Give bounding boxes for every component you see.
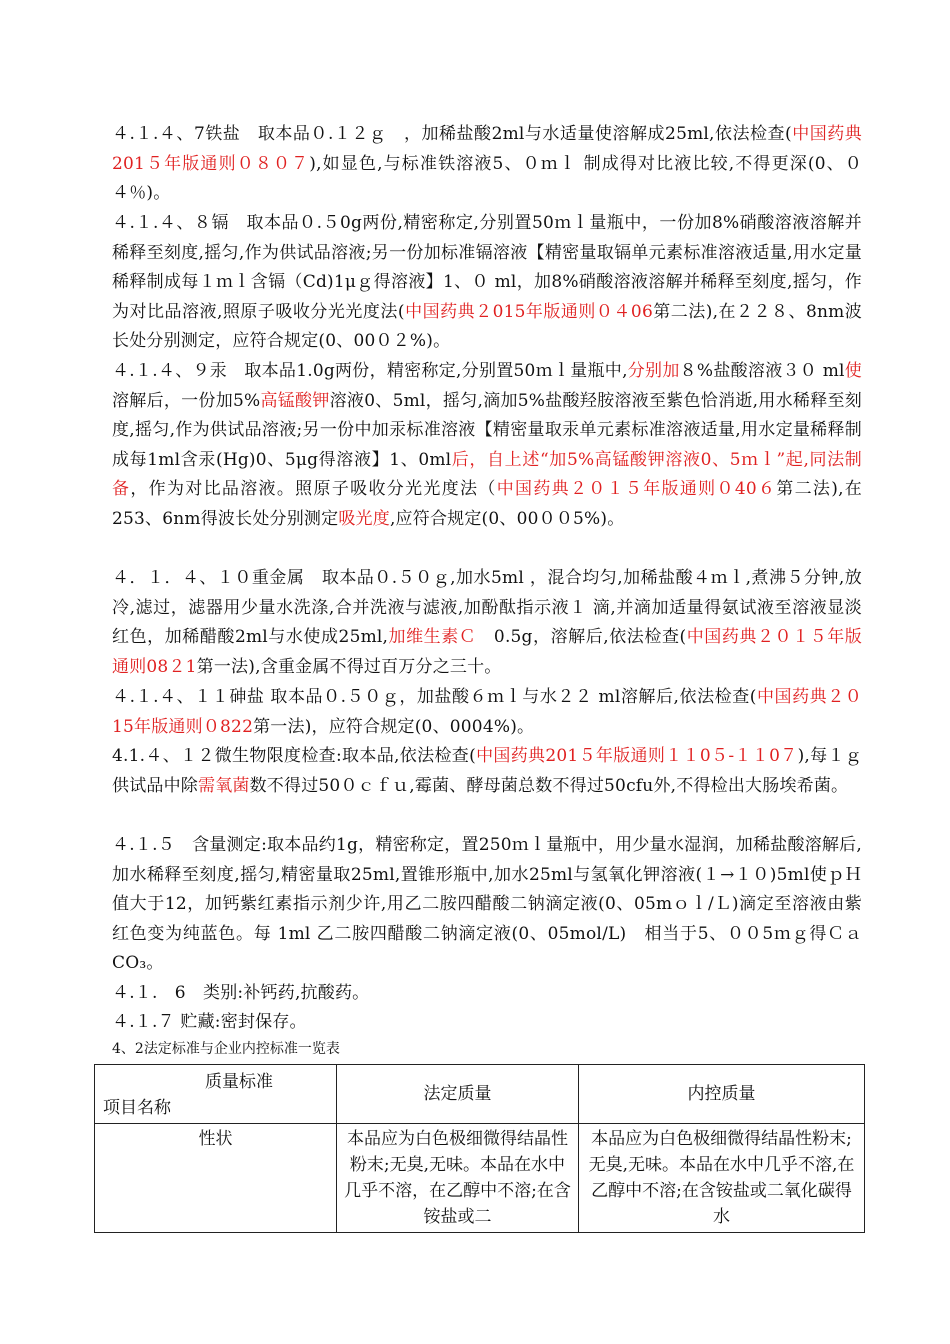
paragraph-storage xyxy=(112,1008,862,1038)
red-reference: 中国药典２０１５年版通则０40６ xyxy=(496,479,777,500)
text: 0.5g，溶解后,依法检查( xyxy=(476,627,687,648)
paragraph-iron-salt xyxy=(112,120,862,209)
red-text: 使 xyxy=(844,361,862,381)
text: ４．１．４、１０重金属 取本品０.５０ｇ,加水5ml ，混合均匀,加稀盐酸４ｍｌ,煮沸５分钟,放冷,滤过，滤器用少量水洗涤,合并洗液与滤液,加酚酞指示液１ 滴,并滴加适量得氨试液至溶液显淡红色，加稀醋酸2ml与水使成25ml, xyxy=(112,568,862,648)
row-legal-quality xyxy=(337,1124,579,1233)
header-quality-standard: 质量标准 xyxy=(205,1072,273,1092)
red-reference: 中国药典２０１５年版通则08２1 xyxy=(112,627,863,677)
red-text: 分别加 xyxy=(627,361,680,381)
text: ４.１.４、１１砷盐 取本品０.５０ｇ，加盐酸６ｍｌ与水２２ ml溶解后,依法检查( xyxy=(112,687,757,707)
text: ，作为对比品溶液。照原子吸收分光光度法（ xyxy=(130,479,497,500)
text: 第二法),在２２８、8nm波长处分别测定，应符合规定(0、00０２%)。 xyxy=(112,301,863,352)
red-reference: 中国药典２015年版通则０４06 xyxy=(404,301,653,322)
table-row xyxy=(95,1124,865,1233)
red-text: 后，自上述“加5%高锰酸钾溶液0、5ｍｌ”起,同法制备 xyxy=(112,449,862,500)
cell-text: 本品应为白色极细微得结晶性粉末;无臭,无味。本品在水中几乎不溶,在乙醇中不溶;在含铵盐或二氧化碳得水 xyxy=(588,1129,855,1227)
text: 4.1.４、１２微生物限度检查:取本品,依法检查( xyxy=(112,746,476,766)
red-text: 加维生素Ｃ xyxy=(388,627,477,648)
paragraph-microbial-limit xyxy=(112,742,862,801)
text: ４.１.４、９汞 取本品1.0g两份，精密称定,分别置50ｍｌ量瓶中, xyxy=(112,361,628,381)
red-text: 高锰酸钾 xyxy=(260,390,330,411)
text: ),如显色,与标准铁溶液5、０ｍｌ 制成得对比液比较,不得更深(0、０４％)。 xyxy=(112,153,862,204)
text: ４.１.４、８镉 取本品０.５0g两份,精密称定,分别置50ｍｌ量瓶中，一份加8%硝酸溶液溶解并稀释至刻度,摇匀,作为供试品溶液;另一份加标准镉溶液【精密量取镉单元素标准溶液适量,用水定量稀释制成每１ｍｌ含镉（Cd)1μｇ得溶液】1、０ ml，加8%硝酸溶液溶解并稀释至刻度,摇匀，作为对比品溶液,照原子吸收分光光度法( xyxy=(112,213,862,322)
text: 第一法),含重金属不得过百万分之三十。 xyxy=(196,656,502,677)
text: 溶解后，一份加5% xyxy=(112,390,261,411)
standards-table xyxy=(94,1064,865,1233)
text: 数不得过50０ｃｆｕ,霉菌、酵母菌总数不得过50cfu外,不得检出大肠埃希菌。 xyxy=(249,775,849,796)
paragraph-mercury xyxy=(112,357,862,535)
text: ８%盐酸溶液３０ ml xyxy=(679,361,845,381)
paragraph-arsenic xyxy=(112,683,862,742)
red-reference: 中国药典201５年版通则０８０７ xyxy=(112,124,862,174)
text: ,应符合规定(0、00００5%)。 xyxy=(389,508,625,529)
header-legal-quality: 法定质量 xyxy=(337,1065,579,1124)
header-internal-quality: 内控质量 xyxy=(579,1065,865,1124)
paragraph-category xyxy=(112,979,862,1009)
red-reference: 中国药典２０15年版通则０822 xyxy=(112,687,862,737)
header-item-name: 项目名称 xyxy=(103,1098,171,1118)
text: ４.１.７ 贮藏:密封保存。 xyxy=(112,1012,307,1032)
text: 第二法),在253、6nm得波长处分别测定 xyxy=(112,479,863,529)
red-text: 吸光度 xyxy=(338,508,390,529)
text: 第一法)，应符合规定(0、0004%)。 xyxy=(253,716,535,737)
row-internal-quality xyxy=(579,1124,865,1233)
text: ４.１.５ 含量测定:取本品约1g，精密称定，置250ｍｌ量瓶中，用少量水湿润，加稀盐酸溶解后,加水稀释至刻度,摇匀,精密量取25ml,置锥形瓶中,加水25ml与氢氧化钾溶液(１→１０)5ml使ｐＨ值大于12，加钙紫红素指示剂少许,用乙二胺四醋酸二钠滴定液(0、05mｏｌ/Ｌ)滴定至溶液由紫红色变为纯蓝色。每 1ml 乙二胺四醋酸二钠滴定液(0、05mol/L) 相当于5、００5ｍｇ得ＣａCO₃。 xyxy=(112,835,862,974)
text: ),每１ｇ供试品中除 xyxy=(112,746,862,796)
paragraph-assay xyxy=(112,831,862,979)
paragraph-cadmium xyxy=(112,209,862,357)
header-diagonal-cell xyxy=(95,1065,337,1124)
table-header-row xyxy=(95,1065,865,1124)
table-caption: 4、2法定标准与企业内控标准一览表 xyxy=(112,1041,340,1057)
red-reference: 中国药典201５年版通则１１0５-１１0７ xyxy=(475,746,798,766)
text: 溶液0、5ml，摇匀,滴加5%盐酸羟胺溶液至紫色恰消逝,用水稀释至刻度,摇匀,作为供试品溶液;另一份中加汞标准溶液【精密量取汞单元素标准溶液适量,用水定量稀释制成每1ml含汞(Hg)0、5μg得溶液】1、0ml xyxy=(112,390,862,470)
text: ４.１. 6 类别:补钙药,抗酸药。 xyxy=(112,983,370,1003)
red-text: 需氧菌 xyxy=(198,775,250,796)
paragraph-heavy-metals xyxy=(112,564,862,682)
row-item-name: 性状 xyxy=(95,1124,337,1233)
text: ４.１.４、7铁盐 取本品０.１２ｇ ，加稀盐酸2ml与水适量使溶解成25ml,依法检查( xyxy=(112,124,792,144)
cell-text: 本品应为白色极细微得结晶性粉末;无臭,无味。本品在水中几乎不溶，在乙醇中不溶;在含铵盐或二 xyxy=(344,1129,571,1227)
